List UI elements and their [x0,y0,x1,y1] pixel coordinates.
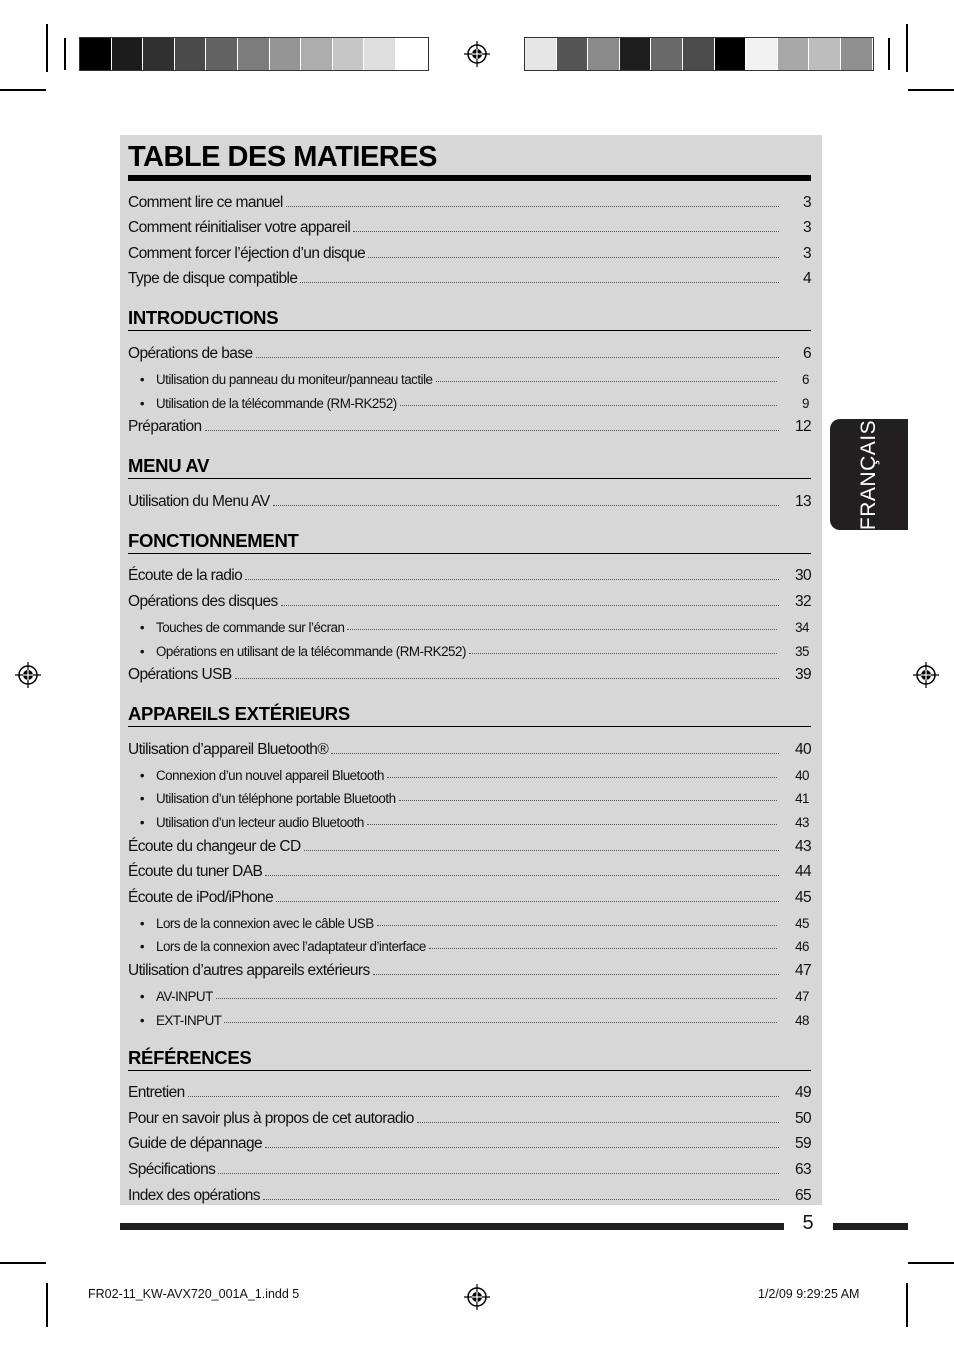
section-heading: FONCTIONNEMENT [128,528,811,554]
toc-entry-page: 35 [795,643,809,659]
toc-entry-label: Écoute de iPod/iPhone [128,888,274,906]
color-swatch [620,38,652,70]
toc-entry-page: 40 [794,740,811,758]
toc-subentry [128,759,811,783]
dot-leader [265,1147,779,1148]
crop-mark [64,38,66,70]
crop-mark [46,1283,48,1327]
dot-leader [367,824,777,825]
crop-mark [0,89,46,91]
toc-entry-label: Guide de dépannage [128,1135,262,1153]
toc-entry-page: 41 [795,791,809,807]
color-swatch [238,38,270,70]
dot-leader [304,850,779,851]
toc-entry-label: Connexion d’un nouvel appareil Bluetooth [156,767,384,783]
toc-entry-page: 48 [795,1012,809,1028]
toc-entry-label: Spécifications [128,1161,216,1179]
print-slug-date: 1/2/09 9:29:25 AM [758,1287,860,1301]
dot-leader [281,605,779,606]
toc-subentry [128,635,811,659]
color-swatch [396,38,428,70]
toc-entry [128,1077,811,1103]
toc-entry [128,1179,811,1205]
toc-entry-page: 32 [794,592,811,610]
dot-leader [368,257,779,258]
dot-leader [265,875,779,876]
bullet-icon: • [139,395,145,411]
registration-mark-icon [464,41,490,67]
toc-entry-label: Écoute du tuner DAB [128,863,263,881]
toc-entry [128,1102,811,1128]
toc-entry-page: 45 [794,888,811,906]
toc-entry-page: 34 [795,619,809,635]
toc-entry-label: Opérations de base [128,344,253,362]
toc-entry [128,186,811,212]
bullet-icon: • [139,815,145,831]
toc-list [128,186,811,1205]
toc-entry-page: 59 [794,1135,811,1153]
dot-leader [373,974,779,975]
footer-rule-right [833,1223,908,1230]
toc-entry-page: 9 [802,395,809,411]
dot-leader [235,678,779,679]
color-swatch [270,38,302,70]
toc-entry-label: Pour en savoir plus à propos de cet autoradio [128,1109,414,1127]
toc-subentry [128,783,811,807]
bullet-icon: • [139,988,145,1004]
toc-entry-page: 13 [794,492,811,510]
toc-entry-label: Comment lire ce manuel [128,193,283,211]
bullet-icon: • [139,915,145,931]
toc-entry-label: Entretien [128,1084,185,1102]
toc-entry [128,830,811,856]
dot-leader [188,1096,779,1097]
registration-mark-icon [15,662,41,688]
color-swatch [651,38,683,70]
toc-entry-page: 3 [802,219,811,237]
toc-entry [128,237,811,263]
toc-entry [128,1153,811,1179]
color-swatch [143,38,175,70]
language-tab-label: FRANÇAIS [857,419,880,530]
crop-mark [0,1262,46,1264]
toc-entry-label: Lors de la connexion avec l’adaptateur d’interface [156,939,426,955]
toc-subentry [128,806,811,830]
toc-entry [128,560,811,586]
color-swatch [301,38,333,70]
toc-entry-page: 47 [795,988,809,1004]
color-swatch [80,38,112,70]
page-title: TABLE DES MATIERES [128,141,437,173]
toc-entry-page: 50 [794,1109,811,1127]
toc-subentry [128,1004,811,1028]
toc-entry-page: 4 [802,270,811,288]
toc-entry-page: 3 [802,244,811,262]
toc-entry-label: EXT-INPUT [156,1012,222,1028]
toc-entry-page: 39 [794,666,811,684]
dot-leader [469,653,777,654]
color-swatch [841,38,873,70]
toc-entry-page: 44 [794,863,811,881]
crop-mark [46,24,48,72]
toc-entry-label: Index des opérations [128,1186,260,1204]
dot-leader [205,430,779,431]
toc-entry-label: Utilisation d’un téléphone portable Bluetooth [156,791,396,807]
bullet-icon: • [139,767,145,783]
toc-entry-label: Utilisation d’appareil Bluetooth® [128,740,329,758]
toc-entry-page: 47 [794,962,811,980]
toc-entry-label: Utilisation du Menu AV [128,492,270,510]
toc-entry [128,212,811,238]
toc-entry-label: Touches de commande sur l’écran [156,619,345,635]
color-swatch [333,38,365,70]
section-heading: APPAREILS EXTÉRIEURS [128,701,811,727]
bullet-icon: • [139,939,145,955]
bullet-icon: • [139,619,145,635]
dot-leader [387,777,777,778]
toc-entry [128,733,811,759]
toc-entry-page: 40 [795,767,809,783]
toc-entry-label: Opérations USB [128,666,232,684]
bullet-icon: • [139,371,145,387]
toc-entry-label: Lors de la connexion avec le câble USB [156,915,374,931]
toc-entry-label: Type de disque compatible [128,270,298,288]
toc-entry-page: 30 [794,567,811,585]
toc-entry-label: Préparation [128,418,202,436]
crop-mark [908,89,954,91]
color-swatch [778,38,810,70]
crop-mark [906,24,908,72]
print-slug-file: FR02-11_KW-AVX720_001A_1.indd 5 [88,1287,300,1301]
dot-leader [245,579,779,580]
dot-leader [218,1173,779,1174]
dot-leader [353,231,779,232]
color-swatch [364,38,396,70]
toc-entry [128,659,811,685]
crop-mark [906,1283,908,1327]
dot-leader [276,901,779,902]
toc-entry-page: 6 [802,371,809,387]
toc-entry-label: Utilisation de la télécommande (RM-RK252) [156,395,397,411]
toc-entry-page: 43 [794,837,811,855]
color-swatch [525,38,557,70]
crop-mark [908,1262,954,1264]
color-swatch [557,38,589,70]
dot-leader [399,800,777,801]
registration-mark-icon [913,662,939,688]
color-swatch [715,38,747,70]
bullet-icon: • [139,1012,145,1028]
toc-entry-page: 6 [802,344,811,362]
toc-entry-label: Utilisation d’un lecteur audio Bluetooth [156,815,364,831]
dot-leader [263,1199,779,1200]
dot-leader [273,505,779,506]
dot-leader [347,629,777,630]
toc-entry [128,263,811,289]
table-of-contents [120,135,822,1205]
toc-entry [128,954,811,980]
bullet-icon: • [139,643,145,659]
color-swatch [746,38,778,70]
dot-leader [400,405,777,406]
section-heading: INTRODUCTIONS [128,305,811,331]
dot-leader [286,206,779,207]
language-tab [830,419,908,530]
color-swatch [588,38,620,70]
toc-entry-page: 49 [794,1084,811,1102]
toc-entry [128,856,811,882]
color-calibration-bar-left [79,37,429,71]
dot-leader [436,381,778,382]
toc-entry-page: 3 [802,193,811,211]
toc-entry [128,881,811,907]
toc-entry-label: Comment réinitialiser votre appareil [128,219,351,237]
color-swatch [809,38,841,70]
dot-leader [417,1122,779,1123]
toc-entry [128,411,811,437]
toc-entry-page: 63 [794,1161,811,1179]
toc-subentry [128,611,811,635]
section-heading: RÉFÉRENCES [128,1045,811,1071]
title-rule [128,175,811,181]
dot-leader [256,357,780,358]
toc-entry-label: Écoute du changeur de CD [128,837,301,855]
section-heading: MENU AV [128,453,811,479]
toc-subentry [128,980,811,1004]
dot-leader [300,282,779,283]
color-swatch [683,38,715,70]
dot-leader [331,753,779,754]
toc-entry-label: Utilisation du panneau du moniteur/panneau tactile [156,371,433,387]
toc-entry [128,585,811,611]
toc-entry-page: 43 [795,815,809,831]
toc-entry-label: Opérations en utilisant de la télécommande (RM-RK252) [156,643,466,659]
dot-leader [224,1022,777,1023]
dot-leader [377,925,777,926]
toc-entry-label: AV-INPUT [156,988,213,1004]
color-swatch [206,38,238,70]
color-swatch [112,38,144,70]
toc-entry-label: Comment forcer l’éjection d’un disque [128,244,366,262]
toc-entry-label: Opérations des disques [128,592,278,610]
footer-rule-left [120,1223,784,1230]
toc-entry-label: Écoute de la radio [128,567,243,585]
toc-entry [128,1128,811,1154]
toc-entry-page: 45 [795,915,809,931]
color-calibration-bar-right [524,37,874,71]
toc-entry-label: Utilisation d’autres appareils extérieurs [128,962,370,980]
toc-subentry [128,907,811,931]
toc-entry [128,485,811,511]
page-number: 5 [802,1212,814,1234]
toc-subentry [128,931,811,955]
crop-mark [888,38,890,70]
registration-mark-icon [464,1284,490,1310]
toc-entry [128,337,811,363]
toc-entry-page: 46 [795,939,809,955]
toc-subentry [128,387,811,411]
bullet-icon: • [139,791,145,807]
dot-leader [216,998,777,999]
toc-entry-page: 12 [794,418,811,436]
color-swatch [175,38,207,70]
dot-leader [429,948,777,949]
toc-entry-page: 65 [794,1186,811,1204]
toc-subentry [128,363,811,387]
